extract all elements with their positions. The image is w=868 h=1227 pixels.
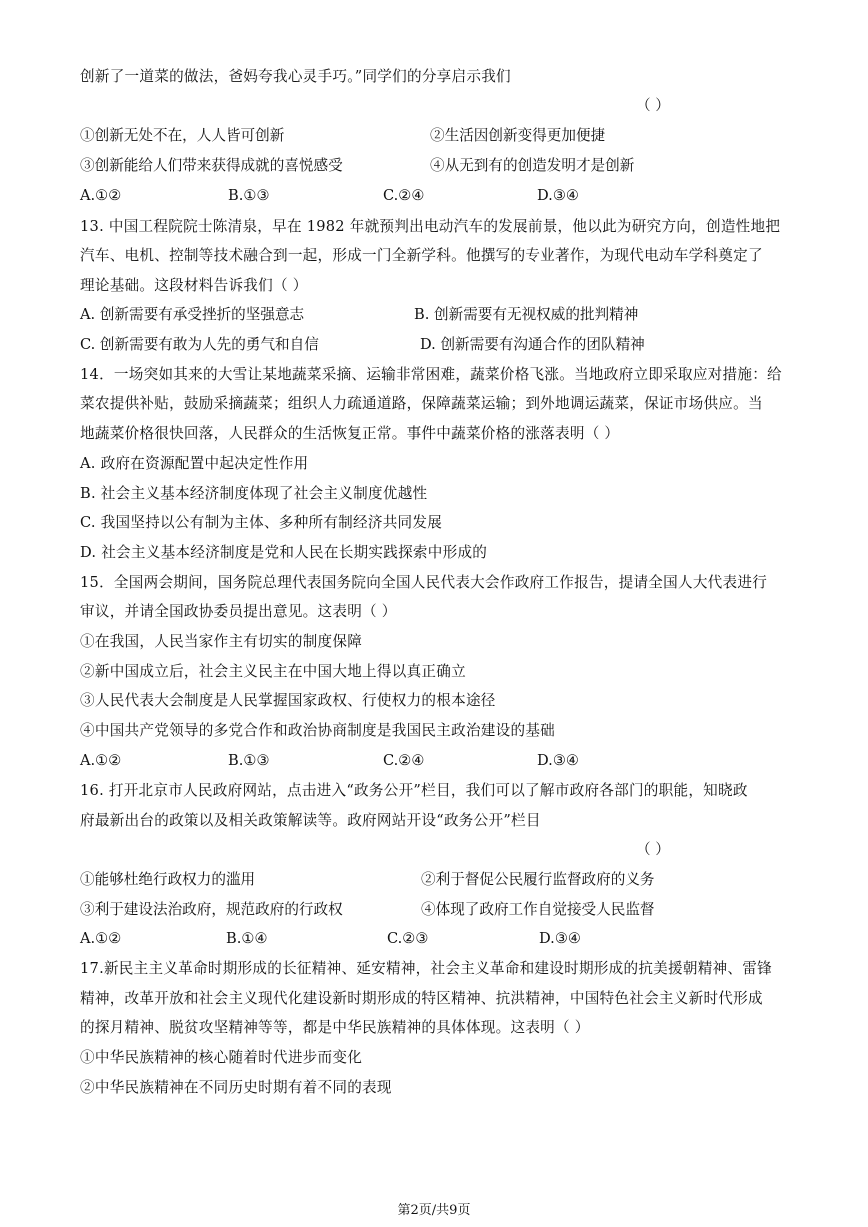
q16-choice-a: A.①② [80, 930, 122, 947]
q13-stem-line-2: 汽车、电机、控制等技术融合到一起，形成一门全新学科。他撰写的专业著作，为现代电动车学科奠定了 [80, 247, 763, 264]
q15-option-4: ④中国共产党领导的多党合作和政治协商制度是我国民主政治建设的基础 [80, 722, 556, 739]
q17-option-1: ①中华民族精神的核心随着时代进步而变化 [80, 1049, 363, 1066]
q12-answer-paren: （ ） [636, 97, 670, 114]
q16-choice-c: C.②③ [387, 930, 429, 947]
q12-choice-d: D.③④ [537, 187, 579, 204]
q12-choice-a: A.①② [80, 187, 122, 204]
q14-stem-line-3: 地蔬菜价格很快回落，人民群众的生活恢复正常。事件中蔬菜价格的涨落表明（ ） [80, 425, 620, 442]
q14-stem-line-1: 14．一场突如其来的大雪让某地蔬菜采摘、运输非常困难，蔬菜价格飞涨。当地政府立即采取应对措施：给 [80, 366, 782, 383]
q12-choice-b: B.①③ [228, 187, 270, 204]
q12-choice-c: C.②④ [383, 187, 425, 204]
q17-stem-line-2: 精神，改革开放和社会主义现代化建设新时期形成的特区精神、抗洪精神，中国特色社会主义新时代形成 [80, 990, 763, 1007]
q15-choice-b: B.①③ [228, 752, 270, 769]
q12-option-2: ②生活因创新变得更加便捷 [430, 127, 606, 144]
q12-option-1: ①创新无处不在，人人皆可创新 [80, 127, 285, 144]
q14-stem-line-2: 菜农提供补贴，鼓励采摘蔬菜；组织人力疏通道路，保障蔬菜运输；到外地调运蔬菜，保证市场供应。当 [80, 395, 763, 412]
q17-stem-line-3: 的探月精神、脱贫攻坚精神等等，都是中华民族精神的具体体现。这表明（ ） [80, 1019, 590, 1036]
q15-option-1: ①在我国，人民当家作主有切实的制度保障 [80, 633, 363, 650]
q13-choice-a: A. 创新需要有承受挫折的坚强意志 [80, 306, 305, 323]
q15-option-2: ②新中国成立后，社会主义民主在中国大地上得以真正确立 [80, 663, 466, 680]
q13-stem-line-1: 13. 中国工程院院士陈清泉，早在 1982 年就预判出电动汽车的发展前景，他以此为研究方向，创造性地把 [80, 218, 781, 235]
q15-stem-line-2: 审议，并请全国政协委员提出意见。这表明（ ） [80, 603, 397, 620]
q16-option-1: ①能够杜绝行政权力的滥用 [80, 871, 256, 888]
q16-choice-d: D.③④ [539, 930, 581, 947]
q16-option-2: ②利于督促公民履行监督政府的义务 [421, 871, 655, 888]
q17-option-2: ②中华民族精神在不同历史时期有着不同的表现 [80, 1079, 392, 1096]
q14-choice-b: B. 社会主义基本经济制度体现了社会主义制度优越性 [80, 485, 428, 502]
q15-choice-c: C.②④ [383, 752, 425, 769]
q16-stem-line-2: 府最新出台的政策以及相关政策解读等。政府网站开设“政务公开”栏目 [80, 812, 541, 829]
q16-stem-line-1: 16. 打开北京市人民政府网站，点击进入“政务公开”栏目，我们可以了解市政府各部门的职能，知晓政 [80, 782, 748, 799]
q13-choice-b: B. 创新需要有无视权威的批判精神 [414, 306, 639, 323]
q17-stem-line-1: 17.新民主主义革命时期形成的长征精神、延安精神，社会主义革命和建设时期形成的抗美援朝精神、雷锋 [80, 960, 772, 977]
q16-choice-b: B.①④ [226, 930, 268, 947]
q13-choice-d: D. 创新需要有沟通合作的团队精神 [420, 336, 645, 353]
q16-option-4: ④体现了政府工作自觉接受人民监督 [421, 901, 655, 918]
q15-choice-a: A.①② [80, 752, 122, 769]
page-number: 第2页/共9页 [397, 1203, 471, 1218]
q13-stem-line-3: 理论基础。这段材料告诉我们（ ） [80, 277, 308, 294]
q13-choice-c: C. 创新需要有敢为人先的勇气和自信 [80, 336, 319, 353]
q14-choice-a: A. 政府在资源配置中起决定性作用 [80, 455, 309, 472]
q16-option-3: ③利于建设法治政府，规范政府的行政权 [80, 901, 343, 918]
q15-stem-line-1: 15．全国两会期间，国务院总理代表国务院向全国人民代表大会作政府工作报告，提请全国人大代表进行 [80, 574, 768, 591]
q12-option-4: ④从无到有的创造发明才是创新 [430, 157, 635, 174]
q14-choice-d: D. 社会主义基本经济制度是党和人民在长期实践探索中形成的 [80, 544, 488, 561]
q15-option-3: ③人民代表大会制度是人民掌握国家政权、行使权力的根本途径 [80, 692, 496, 709]
q15-choice-d: D.③④ [537, 752, 579, 769]
q12-stem-line: 创新了一道菜的做法，爸妈夸我心灵手巧。”同学们的分享启示我们 [80, 68, 511, 85]
q12-option-3: ③创新能给人们带来获得成就的喜悦感受 [80, 157, 343, 174]
q16-answer-paren: （ ） [636, 841, 670, 858]
q14-choice-c: C. 我国坚持以公有制为主体、多种所有制经济共同发展 [80, 514, 443, 531]
